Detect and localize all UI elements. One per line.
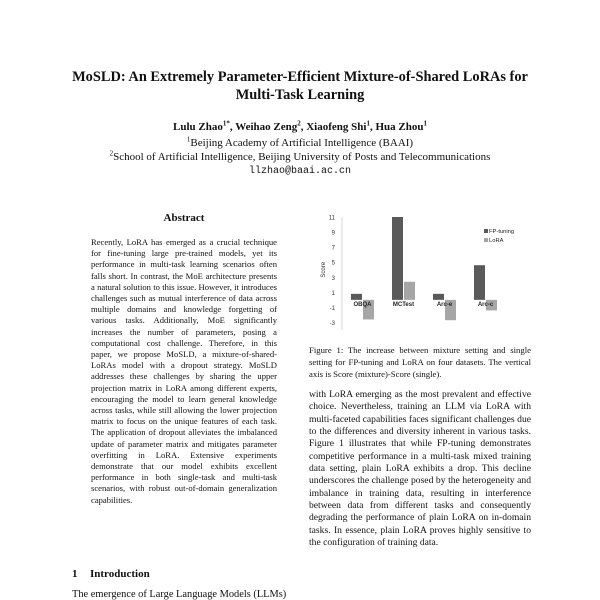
x-category-label: Arc-c (477, 301, 494, 308)
figure-caption: Figure 1: The increase between mixture setting and single setting for FP-tuning and LoRA on four datasets. The vertical axis is Score (mixture)-Score (single). (309, 345, 531, 379)
affiliation-1 (0, 137, 600, 149)
bar-fp-tuning-obqa (351, 294, 362, 300)
author-name: Weihao Zeng (235, 121, 298, 133)
x-category-label: OBQA (353, 301, 372, 308)
section-heading (72, 568, 150, 580)
paper-title-line1: MoSLD: An Extremely Parameter-Efficient Mixture-of-Shared LoRAs for (72, 69, 528, 85)
y-tick-label: 3 (331, 275, 335, 282)
y-tick-label: 5 (331, 260, 335, 267)
author-mark: 1 (366, 119, 370, 128)
y-tick-label: -3 (329, 320, 335, 327)
affiliation-mark: 2 (109, 149, 114, 158)
affiliation-text: Beijing Academy of Artificial Intelligence (BAAI) (190, 137, 414, 149)
legend-label: LoRA (489, 238, 504, 244)
x-category-label: Arc-e (436, 301, 453, 308)
affiliation-mark: 1 (186, 135, 191, 144)
bar-fp-tuning-arc-e (433, 294, 444, 300)
y-tick-label: -1 (329, 305, 335, 312)
affiliation-2 (0, 151, 600, 163)
author-mark: 1* (222, 119, 230, 128)
y-axis-label: Score (321, 261, 327, 278)
x-category-label: MCTest (392, 301, 415, 308)
section-number: 1 (72, 568, 78, 580)
author-list: Lulu Zhao$^{1*}$, Weihao Zeng$^2$, Xiaofeng Shi$^1$, Hua Zhou$^1$ (173, 119, 427, 133)
affiliation-text: School of Artificial Intelligence, Beijing University of Posts and Telecommunications (113, 151, 491, 163)
y-tick-label: 1 (331, 290, 335, 297)
author-name: Xiaofeng Shi (306, 121, 367, 133)
intro-first-line: The emergence of Large Language Models (LLMs) (72, 589, 287, 600)
author-name: Lulu Zhao (173, 121, 223, 133)
author-name: Hua Zhou (375, 121, 424, 133)
legend-label: FP-tuning (489, 229, 515, 235)
y-tick-label: 9 (331, 230, 335, 237)
author-mark: 1 (423, 119, 427, 128)
legend-swatch (484, 229, 488, 233)
abstract-heading: Abstract (163, 212, 205, 224)
legend-swatch (484, 238, 488, 242)
paper-title-line2: Multi-Task Learning (235, 87, 365, 103)
author-mark: 2 (297, 119, 301, 128)
abstract-body: Recently, LoRA has emerged as a crucial technique for fine-tuning large pre-trained models, yet its performance in multi-task learning scenarios often falls short. In contrast, the MoE architecture presents a natural solution to this issue. However, it introduces challenges such as mutual interference of data across multiple domains and knowledge forgetting of various tasks. Additionally, MoE significantly increases the number of parameters, posing a computational cost challenge. Therefore, in this paper, we propose MoSLD, a mixture-of-shared-LoRAs model with a dropout strategy. MoSLD addresses these challenges by sharing the upper projection matrix in LoRA among different experts, encouraging the model to learn general knowledge across tasks, while still allowing the lower projection matrix to focus on the unique features of each task. The application of dropout alleviates the imbalanced update of parameter matrix and mitigates parameter overfitting in LoRA. Extensive experiments demonstrate that our model exhibits excellent performance in both single-task and multi-task scenarios, with robust out-of-domain generalization capabilities. (91, 237, 277, 505)
body-paragraph: with LoRA emerging as the most prevalent and effective choice. Nevertheless, training an LLM via LoRA with multi-faceted capabilities faces significant challenges due to the differences and diversity inherent in various tasks. Figure 1 illustrates that while FP-tuning demonstrates competitive performance in a multi-task mixed training data setting, plain LoRA exhibits a drop. This decline underscores the challenge posed by the heterogeneity and imbalance in training data, resulting in interference between data from different tasks and consequently degrading the performance of plain LoRA on in-domain tasks. In essence, plain LoRA proves highly sensitive to the configuration of training data. (309, 389, 531, 549)
y-tick-label: 7 (331, 245, 335, 252)
bar-fp-tuning-arc-c (474, 265, 485, 300)
figure-1-chart (308, 212, 538, 336)
y-tick-label: 11 (328, 215, 335, 222)
bar-lora-mctest (404, 282, 415, 300)
section-title: Introduction (90, 568, 150, 580)
author-email: llzhao@baai.ac.cn (248, 166, 352, 177)
bar-fp-tuning-mctest (392, 217, 403, 300)
